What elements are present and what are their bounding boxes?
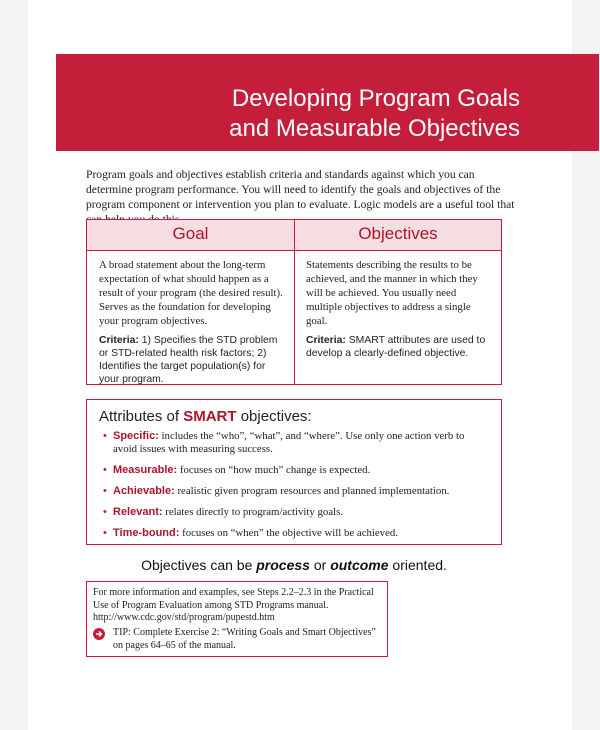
bullet-icon: • [103,464,107,476]
goal-criteria-label: Criteria: [99,335,139,346]
bullet-icon: • [103,527,107,539]
list-item [103,430,488,456]
goal-criteria-text: 1) Specifies the STD problem or STD-related health risk factors; 2) Identifies the target population(s) for your program. [99,335,278,385]
page-title [100,84,520,144]
objectives-criteria-text: SMART attributes are used to develop a clearly-defined objective. [306,335,486,359]
title-line-2: and Measurable Objectives [229,115,520,142]
goal-cell [99,258,284,386]
smart-title-accent: SMART [183,408,237,425]
list-item [103,527,488,540]
objectives-heading: Objectives [358,224,438,243]
objectives-orientation-statement [86,557,502,573]
smart-term: Relevant: [113,506,163,518]
smart-text: focuses on “how much” change is expected. [177,464,371,476]
smart-text: relates directly to program/activity goals. [162,506,344,518]
oriented-outcome: outcome [330,557,389,573]
goal-heading: Goal [172,224,209,243]
objectives-cell [306,258,492,360]
oriented-suffix: oriented. [388,557,447,573]
smart-title-suffix: objectives: [236,408,312,425]
goal-description: A broad statement about the long-term expectation of what should happen as a result of your program (the desired result). Serves as the foundation for developing your program objectives. [99,259,283,327]
list-item [103,506,488,519]
smart-term: Measurable: [113,464,178,476]
smart-text: realistic given program resources and planned implementation. [174,485,450,497]
bullet-icon: • [103,430,107,442]
smart-term: Time-bound: [113,527,180,539]
more-info-link[interactable]: http://www.cdc.gov/std/program/pupestd.htm [93,612,275,623]
smart-term: Achievable: [113,485,175,497]
oriented-prefix: Objectives can be [141,557,257,573]
objectives-criteria [306,334,492,360]
list-item [103,485,488,498]
tip-text: TIP: Complete Exercise 2: “Writing Goals and Smart Objectives” on pages 64–65 of the manual. [113,627,376,651]
list-item [103,464,488,477]
smart-term: Specific: [113,430,159,442]
smart-title-prefix: Attributes of [99,408,184,425]
smart-text: focuses on “when” the objective will be achieved. [179,527,398,539]
goal-objectives-table [86,219,502,385]
bullet-icon: • [103,506,107,518]
more-info-box [86,581,388,657]
title-line-1: Developing Program Goals [231,85,520,112]
goal-criteria [99,334,284,386]
objectives-criteria-label: Criteria: [306,335,346,346]
smart-title [99,408,312,425]
smart-text: includes the “who”, “what”, and “where”. Use only one action verb to avoid issues with measuring success. [113,430,465,455]
oriented-middle: or [309,557,331,573]
smart-attributes-box [86,399,502,545]
smart-list [103,430,488,548]
arrow-right-circle-icon [93,628,105,640]
more-info-text [93,587,383,625]
objectives-description: Statements describing the results to be achieved, and the manner in which they will be achieved. You usually need multiple objectives to address a single goal. [306,259,478,327]
oriented-process: process [256,557,310,573]
bullet-icon: • [103,485,107,497]
intro-paragraph: Program goals and objectives establish criteria and standards against which you can determine program performance. You will need to identify the goals and objectives of the program component or intervention you plan to evaluate. Logic models are a useful tool that [86,168,515,211]
more-info-description: For more information and examples, see Steps 2.2–2.3 in the Practical Use of Program Evaluation among STD Programs manual. [93,587,374,611]
